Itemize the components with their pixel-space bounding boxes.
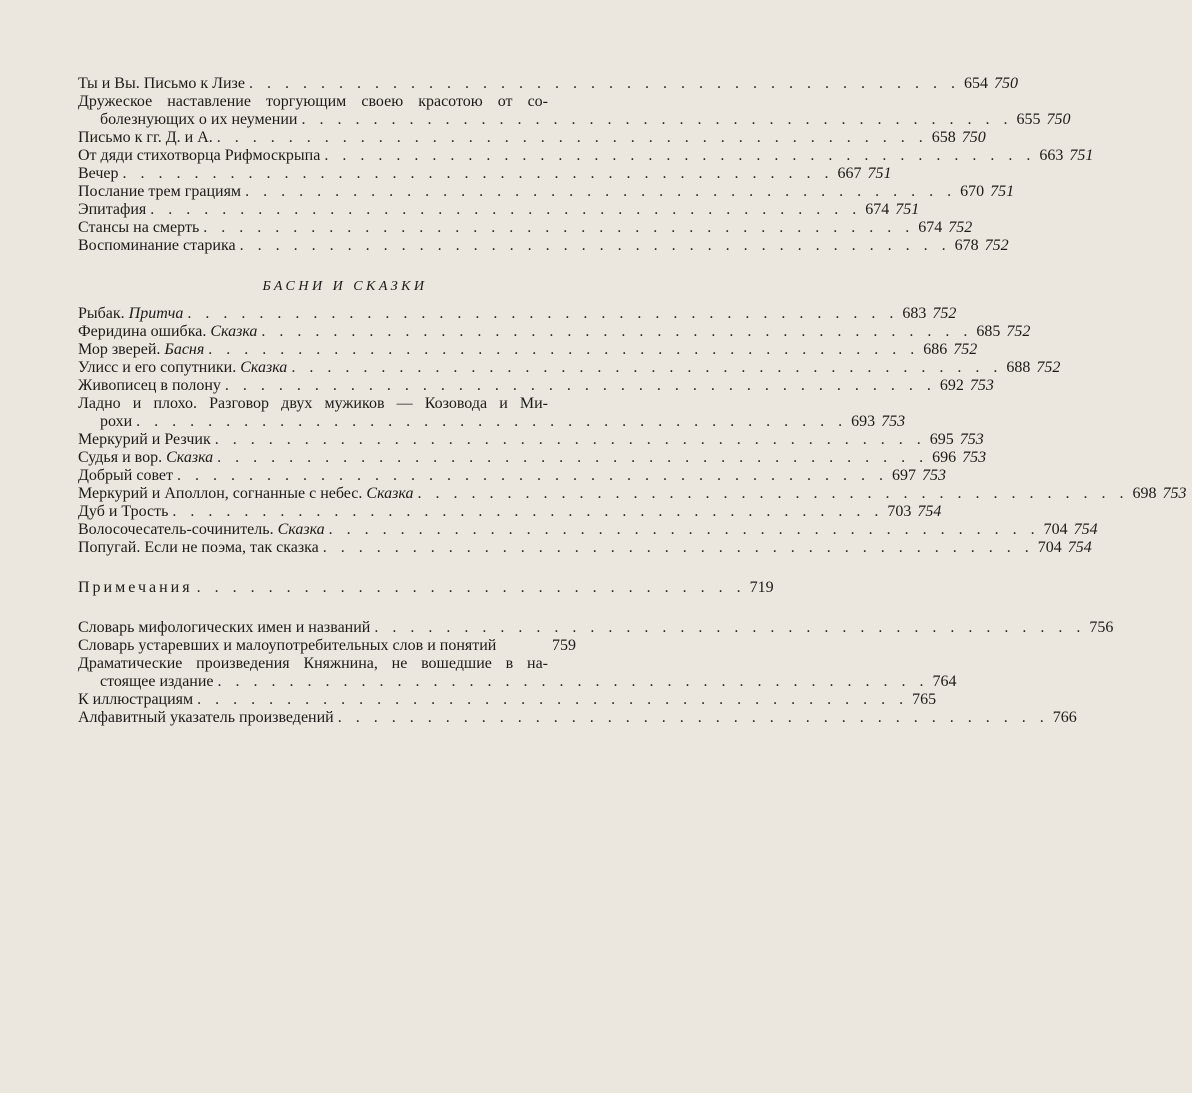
entry-title	[78, 323, 257, 341]
dot-leader: . . . . . . . . . . . . . . . . . . . . . . . . . . . . . . . . . . . . . . . .	[203, 219, 915, 236]
entry-title	[78, 619, 370, 637]
entry-title	[78, 485, 413, 503]
entry-note-page: 753	[959, 431, 984, 448]
toc-entry	[78, 183, 1015, 201]
entry-note-page: 753	[881, 413, 906, 430]
entry-note-page: 752	[953, 341, 978, 358]
entry-title-continued: рохи	[100, 413, 133, 430]
entry-page: 683	[902, 305, 927, 322]
entry-page: 670	[960, 183, 985, 200]
toc-entry	[78, 655, 957, 691]
entry-page: 685	[976, 323, 1001, 340]
entry-page: 658	[931, 129, 956, 146]
entry-title-text: Стансы на смерть	[78, 219, 200, 236]
entry-title	[78, 377, 221, 395]
entry-note-page: 752	[1036, 359, 1061, 376]
entry-page: 697	[892, 467, 917, 484]
entry-title	[78, 431, 211, 449]
entry-page: 759	[552, 637, 576, 654]
entry-title-text: Феридина ошибка.	[78, 323, 207, 340]
dot-leader: . . . . . . . . . . . . . . . . . . . . . . . . . . . . . . . . . . . . . . . .	[301, 111, 1013, 128]
dot-leader: . . . . . . . . . . . . . . . . . . . . . . . . . . . . . . . . . . . . . . . .	[217, 673, 929, 690]
toc-entry	[78, 467, 947, 485]
entry-title	[78, 503, 168, 521]
dot-leader: . . . . . . . . . . . . . . . . . . . . . . . . . . . . . . . . . . . . . . . .	[177, 467, 889, 484]
entry-genre: Сказка	[166, 449, 214, 466]
toc-entry	[78, 237, 1009, 255]
entry-title	[78, 539, 319, 557]
entry-title: Ладно и плохо. Разговор двух мужиков — Козовода и Ми-	[78, 395, 548, 412]
dot-leader: . . . . . . . . . . . . . . . . . . . . . . . . . . . . . . . . . . . . . . . .	[224, 377, 936, 394]
entry-page: 696	[932, 449, 957, 466]
toc-entry	[78, 539, 1092, 557]
toc-group-appendix	[78, 619, 1114, 727]
toc-entry	[78, 75, 1018, 93]
entry-title-text: Послание трем грациям	[78, 183, 242, 200]
entry-title-text: Ты и Вы. Письмо к Лизе	[78, 75, 245, 92]
entry-note-page: 752	[984, 237, 1009, 254]
entry-title-text: Меркурий и Аполлон, согнанные с небес.	[78, 485, 363, 502]
dot-leader: . . . . . . . . . . . . . . . . . . . . . . . . . . . . . . . . . . . . . . . .	[328, 521, 1040, 538]
toc-entry	[78, 637, 612, 655]
entry-page: 764	[932, 673, 957, 690]
entry-note-page: 752	[932, 305, 957, 322]
dot-leader: . . . . . . . . . . . . . . . . . . . . . . . . . . . . . . . . . . . . . . . .	[248, 75, 960, 92]
dot-leader: . . . . . . . . . . . . . . . . . . . . . . . . . . . . . . . . . . . . . . . .	[136, 413, 848, 430]
dot-leader: . . . . . . . . . . . . . . . . . . . . . . . . . . . . . . . . . . . . . . . .	[374, 619, 1086, 636]
entry-page: 719	[749, 579, 774, 596]
toc-entry	[78, 147, 1094, 165]
toc-entry-notes	[78, 579, 774, 597]
entry-title-text: Воспоминание старика	[78, 237, 236, 254]
toc-entry	[78, 691, 937, 709]
entry-page: 766	[1052, 709, 1077, 726]
entry-title-text: Дуб и Трость	[78, 503, 169, 520]
entry-page: 703	[887, 503, 912, 520]
entry-title-text: К иллюстрациям	[78, 691, 194, 708]
entry-title	[78, 75, 245, 93]
toc-entry	[78, 129, 986, 147]
toc-entry	[78, 521, 1098, 539]
entry-note-page: 753	[922, 467, 947, 484]
section-heading: БАСНИ И СКАЗКИ	[262, 279, 428, 294]
entry-note-page: 751	[1069, 147, 1094, 164]
entry-genre: Сказка	[240, 359, 288, 376]
entry-page: 704	[1043, 521, 1068, 538]
entry-title	[78, 237, 236, 255]
entry-title-text: Рыбак.	[78, 305, 125, 322]
toc-group-notes	[78, 579, 774, 597]
entry-note-page: 753	[1162, 485, 1187, 502]
entry-note-page: 754	[1073, 521, 1098, 538]
toc-entry	[78, 431, 984, 449]
dot-leader: . . . . . . . . . . . . . . . . . . . . . . . . . . . . . . . . . . . . . . . .	[150, 201, 862, 218]
toc-entry	[78, 449, 987, 467]
entry-title-text: Алфавитный указатель произведений	[78, 709, 334, 726]
dot-leader: . . . . . . . . . . . . . . . . . . . . . . . . . . . . . . . . . . . . . . . .	[324, 147, 1036, 164]
dot-leader: . . . . . . . . . . . . . . . . . . . . . . . . . . . . . . . . . . . . . . . .	[172, 503, 884, 520]
dot-leader: . . . . . . . . . . . . . . . . . . . . . . . . . . . . . . . . . . . . . . . .	[337, 709, 1049, 726]
entry-title-text: Живописец в полону	[78, 377, 221, 394]
toc-group-fables	[78, 305, 1187, 557]
entry-title-continued: стоящее издание	[100, 673, 214, 690]
entry-title-text: Волосочесатель-сочинитель.	[78, 521, 274, 538]
entry-page: 663	[1039, 147, 1064, 164]
entry-title	[78, 201, 146, 219]
dot-leader: . . . . . . . . . . . . . . . . . . . . . . . . . . . . . . . . . . . . . . . .	[197, 691, 909, 708]
dot-leader: . . . . . . . . . . . . . . . . . . . . . . . . . . . . . . . . . . . . . . . .	[261, 323, 973, 340]
entry-title	[78, 467, 173, 485]
entry-page: 698	[1132, 485, 1157, 502]
entry-page: 704	[1037, 539, 1062, 556]
entry-title: Примечания	[78, 579, 193, 596]
toc-entry	[78, 485, 1187, 503]
entry-title	[78, 359, 287, 377]
dot-leader: . . . . . . . . . . . . . . . . . . . . . . . . . . . . . . . . . . . . . . . .	[417, 485, 1129, 502]
entry-title	[78, 183, 241, 201]
entry-title-text: Словарь устаревших и малоупотребительных слов и понятий	[78, 637, 497, 654]
entry-title	[78, 305, 183, 323]
toc-entry	[78, 93, 1071, 129]
toc-entry	[78, 219, 973, 237]
entry-page: 756	[1089, 619, 1114, 636]
entry-title	[78, 637, 496, 655]
toc-entry	[78, 395, 906, 431]
entry-page: 693	[851, 413, 876, 430]
dot-leader: . . . . . . . . . . . . . . . . . . . . . . . . . . . . . . . . . . . . . . . .	[245, 183, 957, 200]
entry-note-page: 750	[961, 129, 986, 146]
toc-group-poems	[78, 75, 1094, 255]
entry-title-text: Словарь мифологических имен и названий	[78, 619, 371, 636]
toc-entry	[78, 377, 994, 395]
entry-title	[78, 219, 199, 237]
entry-note-page: 750	[1046, 111, 1071, 128]
entry-note-page: 751	[895, 201, 920, 218]
entry-note-page: 754	[1067, 539, 1092, 556]
entry-genre: Притча	[128, 305, 184, 322]
entry-title-text: Улисс и его сопутники.	[78, 359, 237, 376]
entry-note-page: 753	[969, 377, 994, 394]
dot-leader: . . . . . . . . . . . . . . . . . . . . . . . . . . . . . . .	[196, 579, 746, 596]
toc-entry	[78, 305, 957, 323]
entry-page: 688	[1006, 359, 1031, 376]
dot-leader: . . . . . . . . . . . . . . . . . . . . . . . . . . . . . . . . . . . . . . . .	[208, 341, 920, 358]
entry-note-page: 752	[1006, 323, 1031, 340]
toc-entry	[78, 323, 1031, 341]
toc-entry	[78, 201, 920, 219]
entry-note-page: 752	[948, 219, 973, 236]
entry-title-text: Письмо к гг. Д. и А.	[78, 129, 213, 146]
dot-leader: . . . . . . . . . . . . . . . . . . . . . . . . . . . . . . . . . . . . . . . .	[187, 305, 899, 322]
dot-leader: . . . . . . . . . . . . . . . . . . . . . . . . . . . . . . . . . . . . . . . .	[217, 449, 929, 466]
entry-title	[78, 709, 334, 727]
entry-title: Дружеское наставление торгующим своею красотою от со-	[78, 93, 548, 110]
entry-page: 695	[929, 431, 954, 448]
entry-title-text: Вечер	[78, 165, 119, 182]
entry-title	[78, 165, 119, 183]
table-of-contents	[78, 75, 1187, 727]
entry-genre: Сказка	[277, 521, 325, 538]
entry-title-text: Мор зверей.	[78, 341, 161, 358]
entry-page: 667	[837, 165, 862, 182]
entry-page: 686	[923, 341, 948, 358]
entry-page: 674	[865, 201, 890, 218]
entry-genre: Басня	[164, 341, 205, 358]
entry-note-page: 751	[990, 183, 1015, 200]
toc-entry	[78, 359, 1061, 377]
dot-leader: . . . . . . . . . . . . . . . . . . . . . . . . . . . . . . . . . . . . . . . .	[291, 359, 1003, 376]
toc-entry	[78, 341, 978, 359]
entry-title-text: Судья и вор.	[78, 449, 163, 466]
entry-page: 765	[912, 691, 937, 708]
entry-note-page: 750	[993, 75, 1018, 92]
entry-title-text: Попугай. Если не поэма, так сказка	[78, 539, 319, 556]
entry-title	[78, 341, 204, 359]
entry-note-page: 751	[867, 165, 892, 182]
entry-page: 654	[963, 75, 988, 92]
entry-title-text: Эпитафия	[78, 201, 147, 218]
entry-title: Драматические произведения Княжнина, не вошедшие в на-	[78, 655, 548, 672]
dot-leader: . . . . . . . . . . . . . . . . . . . . . . . . . . . . . . . . . . . . . . . .	[122, 165, 834, 182]
entry-page: 655	[1016, 111, 1041, 128]
entry-page: 692	[939, 377, 964, 394]
toc-entry	[78, 165, 892, 183]
entry-title	[78, 129, 213, 147]
entry-title-text: От дяди стихотворца Рифмоскрыпа	[78, 147, 321, 164]
entry-note-page: 754	[917, 503, 942, 520]
entry-title-continued: болезнующих о их неумении	[100, 111, 298, 128]
entry-title	[78, 449, 213, 467]
entry-title	[78, 521, 325, 539]
dot-leader: . . . . . . . . . . . . . . . . . . . . . . . . . . . . . . . . . . . . . . . .	[216, 129, 928, 146]
entry-note-page: 753	[962, 449, 987, 466]
entry-genre: Сказка	[366, 485, 414, 502]
dot-leader: . . . . . . . . . . . . . . . . . . . . . . . . . . . . . . . . . . . . . . . .	[322, 539, 1034, 556]
dot-leader: . . . . . . . . . . . . . . . . . . . . . . . . . . . . . . . . . . . . . . . .	[239, 237, 951, 254]
entry-title-text: Добрый совет	[78, 467, 174, 484]
dot-leader: . . . . . . . . . . . . . . . . . . . . . . . . . . . . . . . . . . . . . . . .	[214, 431, 926, 448]
toc-entry	[78, 503, 942, 521]
entry-page: 674	[918, 219, 943, 236]
entry-genre: Сказка	[210, 323, 258, 340]
entry-title-text: Меркурий и Резчик	[78, 431, 211, 448]
entry-page: 678	[954, 237, 979, 254]
entry-title	[78, 147, 320, 165]
toc-entry	[78, 709, 1077, 727]
entry-title	[78, 691, 193, 709]
toc-entry	[78, 619, 1114, 637]
